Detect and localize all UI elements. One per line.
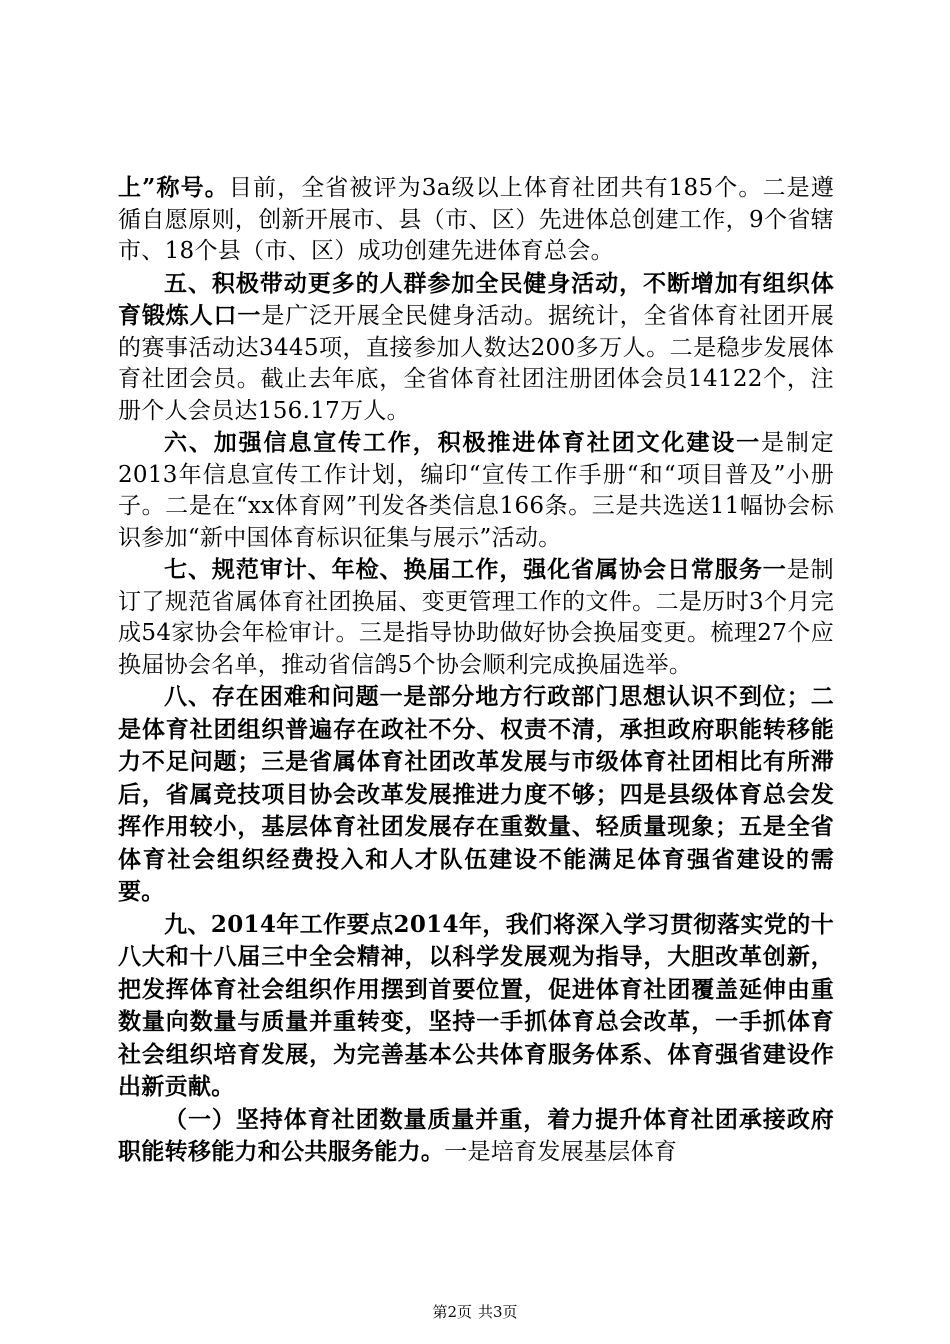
paragraph-text: 目前，全省被评为3a级以上体育社团共有185个。二是遵循自愿原则，创新开展市、县（市、区）先进体总创建工作，9个省辖市、18个县（市、区）成功创建先进体育总会。	[118, 175, 834, 264]
paragraph-subsection-1	[118, 1104, 834, 1169]
paragraph-bold-lead: 上”称号。	[118, 174, 229, 201]
paragraph-section-9	[118, 909, 834, 1104]
section-heading: 七、规范审计、年检、换届工作，强化省属协会日常服务一	[164, 556, 787, 583]
section-heading: 八、存在困难和问题一是部分地方行政部门思想认识不到位；二是体育社团组织普遍存在政社不分、权责不清，承担政府职能转移能力不足问题；三是省属体育社团改革发展与市级体育社团相比有所滞后，省属竞技项目协会改革发展推进力度不够；四是县级体育总会发挥作用较小，基层体育社团发展存在重数量、轻质量现象；五是全省体育社会组织经费投入和人才队伍建设不能满足体育强省建设的需要。	[118, 683, 834, 905]
paragraph-section-8	[118, 681, 834, 909]
paragraph-text: 一是培育发展基层体育	[444, 1139, 678, 1165]
section-heading: 九、2014年工作要点2014年，我们将深入学习贯彻落实党的十八大和十八届三中全会精神，以科学发展观为指导，大胆改革创新，把发挥体育社会组织作用摆到首要位置，促进体育社团覆盖延伸由重数量向数量与质量并重转变，坚持一手抓体育总会改革，一手抓体育社会组织培育发展，为完善基本公共体育服务体系、体育强省建设作出新贡献。	[118, 910, 834, 1100]
page-number: 第2页	[432, 1303, 472, 1321]
page-footer	[0, 1302, 950, 1322]
paragraph-section-5	[118, 268, 834, 428]
paragraph-continuation	[118, 172, 834, 268]
section-heading: 五、积极带动更多的人群参加全民健身活动，不断增加有组织体育锻炼人口一	[118, 269, 834, 329]
paragraph-section-7	[118, 554, 834, 681]
page-total: 共3页	[478, 1303, 518, 1321]
paragraph-section-6	[118, 427, 834, 554]
section-heading: 六、加强信息宣传工作，积极推进体育社团文化建设一	[164, 429, 761, 456]
paragraph-text: 是广泛开展全民健身活动。据统计，全省体育社团开展的赛事活动达3445项，直接参加人数达200多万人。二是稳步发展体育社团会员。截止去年底，全省体育社团注册团体会员14122个，注册个人会员达156.17万人。	[118, 303, 834, 424]
subsection-heading: （一）坚持体育社团数量质量并重，着力提升体育社团承接政府职能转移能力和公共服务能力。	[118, 1105, 834, 1165]
paragraph-text: 是制订了规范省属体育社团换届、变更管理工作的文件。二是历时3个月完成54家协会年检审计。三是指导协助做好协会换届变更。梳理27个应换届协会名单，推动省信鸽5个协会顺利完成换届选举。	[118, 557, 834, 678]
paragraph-text: 是制定2013年信息宣传工作计划，编印“宣传工作手册“和“项目普及”小册子。二是在“xx体育网”刊发各类信息166条。三是共选送11幅协会标识参加“新中国体育标识征集与展示”活动。	[118, 430, 834, 551]
document-body	[118, 172, 834, 1169]
